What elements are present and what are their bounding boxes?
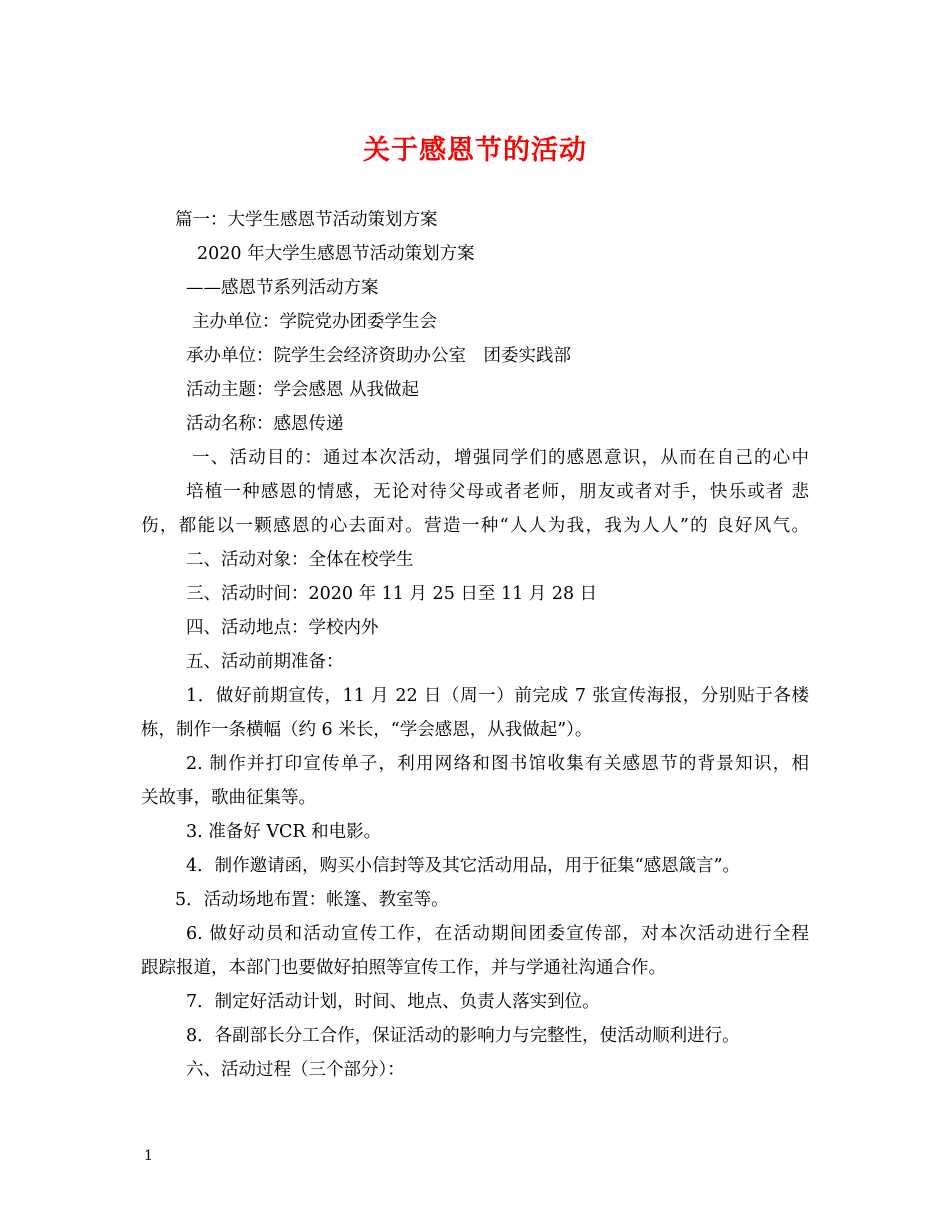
text-line: 8．各副部长分工合作，保证活动的影响力与完整性，使活动顺利进行。 [186,1026,740,1046]
text-line: 6. 做好动员和活动宣传工作，在活动期间团委宣传部，对本次活动进行全程 [186,924,809,944]
text-line: 一、活动目的：通过本次活动，增强同学们的感恩意识，从而在自己的心中 [192,448,809,468]
text-line: 关故事，歌曲征集等。 [141,788,316,808]
page-number: 1 [144,1148,153,1164]
text-line: 主办单位：学院党办团委学生会 [192,312,437,332]
text-line: 栋，制作一条横幅（约 6 米长，“学会感恩，从我做起”）。 [141,720,593,740]
text-line: 活动名称：感恩传递 [186,414,344,434]
text-line: 五、活动前期准备： [186,652,344,672]
text-line: 培植一种感恩的情感，无论对待父母或者老师，朋友或者对手，快乐或者 悲 [186,482,809,502]
text-line: 活动主题：学会感恩 从我做起 [186,380,420,400]
text-line: 7．制定好活动计划，时间、地点、负责人落实到位。 [186,992,600,1012]
text-line: 四、活动地点：学校内外 [186,618,379,638]
text-line: ——感恩节系列活动方案 [186,278,379,298]
text-line: 1．做好前期宣传，11 月 22 日（周一）前完成 7 张宣传海报，分别贴于各楼 [186,686,809,706]
text-line: 5．活动场地布置：帐篷、教室等。 [175,890,449,910]
text-line: 3. 准备好 VCR 和电影。 [186,822,382,842]
text-line: 承办单位：院学生会经济资助办公室 团委实践部 [186,346,571,366]
text-line: 伤，都能以一颗感恩的心去面对。营造一种“人人为我，我为人人”的 良好风气。 [141,516,809,536]
text-line: 篇一：大学生感恩节活动策划方案 [175,210,438,230]
text-line: 4．制作邀请函，购买小信封等及其它活动用品，用于征集“感恩箴言”。 [186,856,741,876]
text-line: 六、活动过程（三个部分）： [186,1060,405,1080]
text-line: 三、活动时间：2020 年 11 月 25 日至 11 月 28 日 [186,584,598,604]
text-line: 二、活动对象：全体在校学生 [186,550,414,570]
text-line: 2020 年大学生感恩节活动策划方案 [197,244,475,264]
document-title: 关于感恩节的活动 [363,135,587,166]
text-line: 跟踪报道，本部门也要做好拍照等宣传工作，并与学通社沟通合作。 [141,958,666,978]
text-line: 2. 制作并打印宣传单子，利用网络和图书馆收集有关感恩节的背景知识，相 [186,754,809,774]
